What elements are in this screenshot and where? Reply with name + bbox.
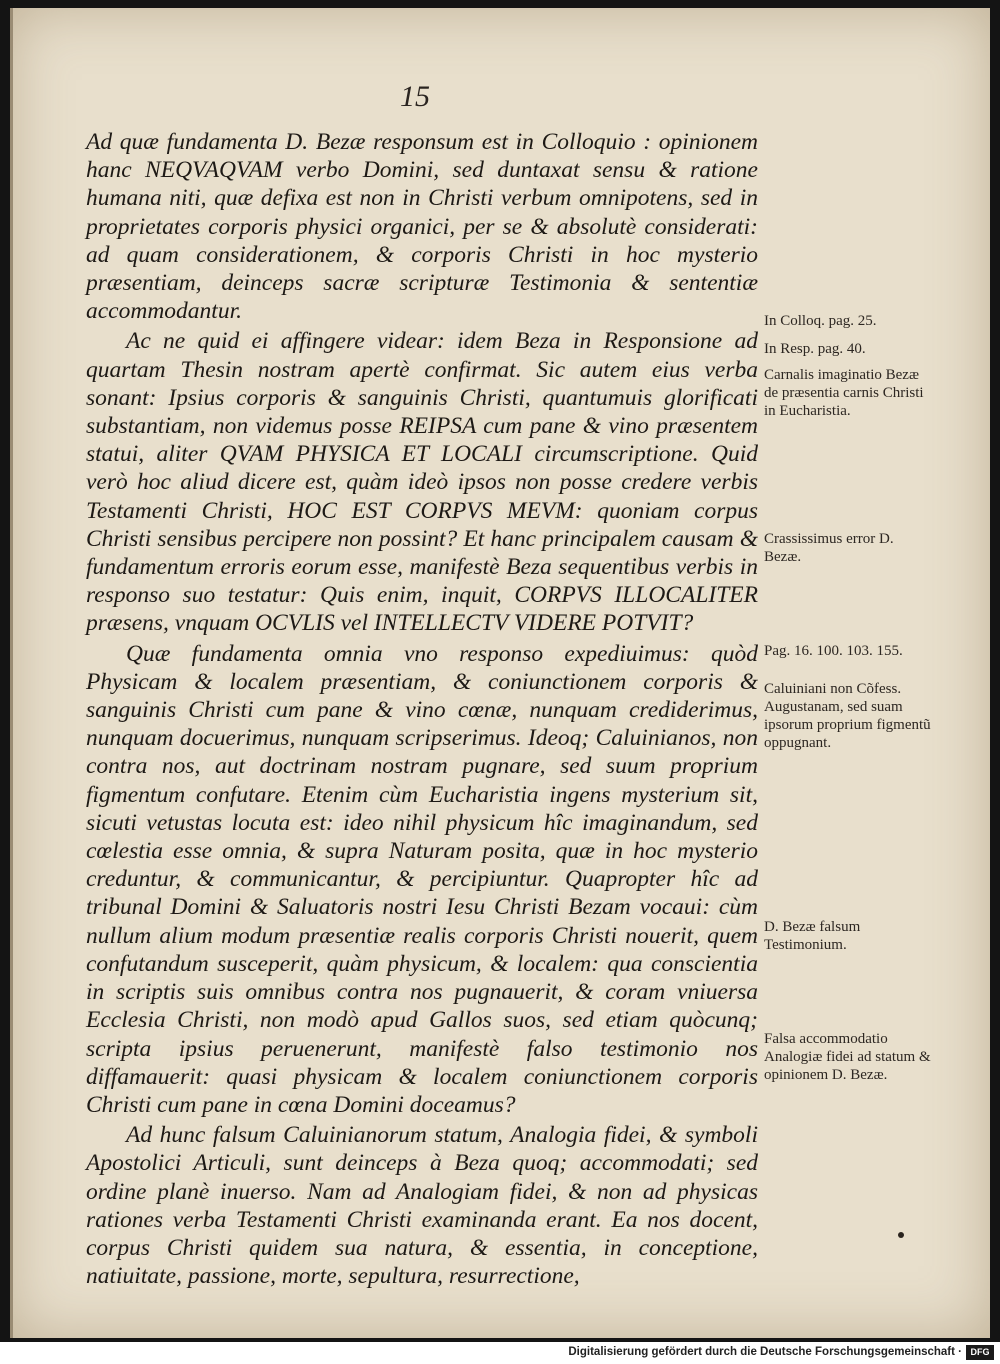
funding-credit: Digitalisierung gefördert durch die Deutsche Forschungsgemeinschaft ·: [568, 1346, 962, 1358]
footer-bar: [0, 1342, 1000, 1364]
margin-note-error: Crassissimus error D. Bezæ.: [764, 531, 894, 565]
page-number: 15: [400, 80, 430, 113]
margin-note-resp: In Resp. pag. 40.: [764, 341, 866, 357]
dfg-logo: DFG: [966, 1345, 994, 1360]
paragraph-3: Quæ fundamenta omnia vno responso expediuimus: quòd Physicam & localem præsentiam, & coniunctionem corporis & sanguinis Christi cum pane & vino cœnæ, nunquam crediderimus, nunquam docuerimus, nunquam scripserimus. Ideoq; Caluinianos, non contra nos, aut doctrinam nostram pugnare, sed suum proprium figmentum confutare. Etenim cùm Eucharistia ingens mysterium sit, sicuti vetustas locuta est: ideo nihil physicum hîc imaginandum, sed cœlestia esse omnia, & supra Naturam posita, quæ in hoc mysterio creduntur, & communicantur, & percipiuntur. Quapropter hîc ad tribunal Domini & Saluatoris nostri Iesu Christi Bezam vocaui: cùm nullum alium modum præsentiæ realis corporis Christi nouerit, quem confutandum susceperit, quàm physicum, & localem: qua conscientia in scriptis suis omnibus contra nos pugnauerit, & coram vniuersa Ecclesia Christi, non modò apud Gallos suos, sed etiam quòcunq; scripta ipsius peruenerunt, manifestè falso testimonio nos diffamauerit: quasi physicam & localem coniunctionem corporis Christi cum pane in cœna Domini doceamus?: [86, 640, 758, 1118]
main-text-block: [86, 128, 758, 1292]
margin-note-pages: Pag. 16. 100. 103. 155.: [764, 643, 903, 659]
paragraph-1: Ad quæ fundamenta D. Bezæ responsum est in Colloquio : opinionem hanc NEQVAQVAM verbo Domini, sed duntaxat sensu & ratione humana niti, quæ defixa est non in Christi verbum omnipotens, sed in proprietates corporis physici organici, per se & absolutè considerati: ad quam considerationem, & corporis Christi in hoc mysterio præsentiam, deinceps sacræ scripturæ Testimonia & sententiæ accommodantur.: [86, 129, 758, 325]
margin-note-colloq: In Colloq. pag. 25.: [764, 313, 877, 329]
margin-note-analogia: Falsa accommodatio Analogiæ fidei ad statum & opinionem D. Bezæ.: [764, 1031, 931, 1083]
margin-note-testimonium: D. Bezæ falsum Testimonium.: [764, 919, 861, 953]
paragraph-4: Ad hunc falsum Caluinianorum statum, Analogia fidei, & symboli Apostolici Articuli, sunt deinceps à Beza quoq; accommodati; sed ordine planè inuerso. Nam ad Analogiam fidei, & non ad physicas rationes verba Testamenti Christi examinanda erant. Ea nos docent, corpus Christi quidem sua natura, & essentia, in conceptione, natiuitate, passione, morte, sepultura, resurrectione,: [86, 1122, 758, 1290]
margin-note-caluiniani: Caluiniani non Cõfess. Augustanam, sed suam ipsorum proprium figmentũ oppugnant.: [764, 681, 931, 751]
ink-spot: [898, 1232, 904, 1238]
paragraph-2: Ac ne quid ei affingere videar: idem Beza in Responsione ad quartam Thesin nostram apertè confirmat. Sic autem eius verba sonant: Ipsius corporis & sanguinis Christi, quantumuis glorificati substantiam, non videmus posse REIPSA cum pane & vino præsentem statui, aliter QVAM PHYSICA ET LOCALI circumscriptione. Quid verò hoc aliud dicere est, quàm ideò ipsos non posse credere verbis Testamenti Christi, HOC EST CORPVS MEVM: quoniam corpus Christi sensibus percipere non possint? Et hanc principalem causam & fundamentum erroris eorum esse, manifestè Beza sequentibus verbis in responso suo testatur: Quis enim, inquit, CORPVS ILLOCALITER præsens, vnquam OCVLIS vel INTELLECTV VIDERE POTVIT?: [86, 328, 758, 637]
margin-note-carnalis: Carnalis imaginatio Bezæ de præsentia carnis Christi in Eucharistia.: [764, 367, 924, 419]
page-edge: [10, 8, 13, 1338]
